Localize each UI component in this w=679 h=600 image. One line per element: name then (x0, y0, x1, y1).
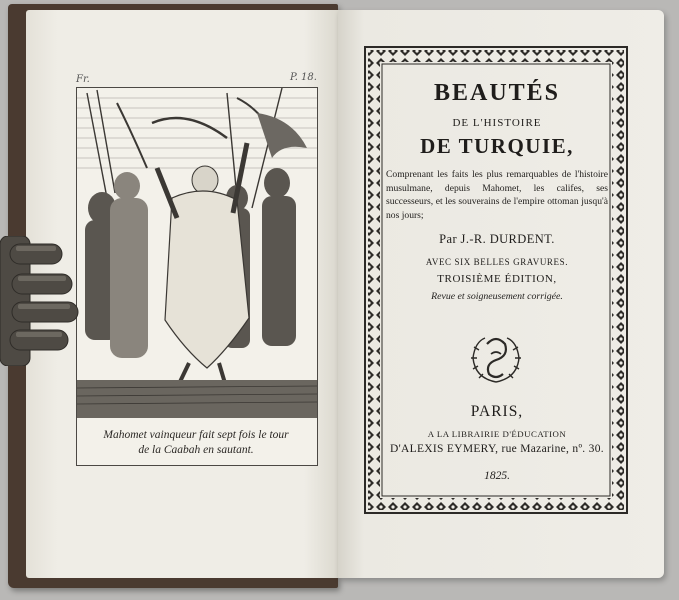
revision-note: Revue et soigneusement corrigée. (431, 291, 563, 302)
plate-mark-left: Fr. (76, 74, 90, 85)
book-author: Par J.-R. DURDENT. (439, 232, 555, 246)
monogram-vignette-icon (465, 330, 527, 392)
edition-note: TROISIÈME ÉDITION, (437, 273, 557, 285)
publication-city: PARIS, (470, 403, 524, 420)
book-subtitle-line-1: DE L'HISTOIRE (452, 117, 542, 129)
engraving-caption (80, 428, 312, 458)
publisher-line-1: A LA LIBRAIRIE D'ÉDUCATION (427, 429, 567, 439)
engraving-illustration (76, 87, 318, 466)
book-description: Comprenant les faits les plus remarquables de l'histoire musulmane, depuis Mahomet, les califes, ses successeurs, et les souverains de l'empire ottoman jusqu'à nos jours; (386, 169, 608, 221)
publisher-line-2: D'ALEXIS EYMERY, rue Mazarine, nº. 30. (390, 443, 604, 455)
engraving-scene (77, 88, 317, 418)
plate-mark-right: P. 18. (290, 72, 317, 83)
caption-line-1: Mahomet vainqueur fait sept fois le tour (103, 429, 289, 441)
book-title: BEAUTÉS (433, 80, 561, 106)
caption-line-2: de la Caabah en sautant. (138, 444, 254, 456)
engravings-note: AVEC SIX BELLES GRAVURES. (425, 257, 569, 267)
metal-hand-clip-icon (0, 236, 80, 366)
book-subtitle-line-2: DE TURQUIE, (420, 134, 574, 158)
publication-year: 1825. (484, 470, 510, 482)
